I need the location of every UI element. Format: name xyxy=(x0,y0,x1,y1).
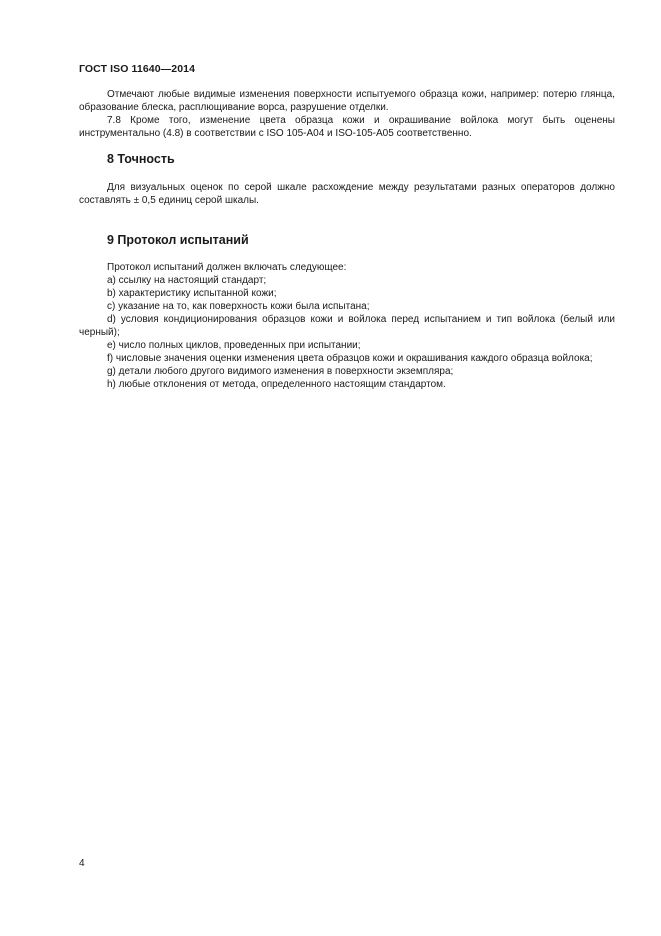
list-item: d) условия кондиционирования образцов кожи и войлока перед испытанием и тип войлока (белый или черный); xyxy=(79,314,615,338)
list-item: c) указание на то, как поверхность кожи была испытана; xyxy=(107,301,370,312)
section-8-body xyxy=(79,181,615,207)
section-8-heading: 8 Точность xyxy=(107,152,175,166)
list-item: g) детали любого другого видимого изменения в поверхности экземпляра; xyxy=(107,366,454,377)
protocol-items-list xyxy=(79,274,615,391)
list-item: a) ссылку на настоящий стандарт; xyxy=(107,275,267,286)
section-9-body xyxy=(79,261,615,391)
list-item: e) число полных циклов, проведенных при испытании; xyxy=(107,340,361,351)
protocol-lead: Протокол испытаний должен включать следующее: xyxy=(107,262,347,273)
standard-designation: ГОСТ ISO 11640—2014 xyxy=(79,63,196,75)
intro-block xyxy=(79,88,615,140)
list-item: f) числовые значения оценки изменения цвета образцов кожи и окрашивания каждого образца войлока; xyxy=(107,353,593,364)
list-item: h) любые отклонения от метода, определенного настоящим стандартом. xyxy=(107,379,446,390)
section-9-heading: 9 Протокол испытаний xyxy=(107,233,249,247)
paragraph-surface-changes: Отмечают любые видимые изменения поверхности испытуемого образца кожи, например: потерю глянца, образование блеска, расплющивание ворса, разрушение отделки. xyxy=(79,89,615,113)
page-number: 4 xyxy=(79,858,85,869)
list-item: b) характеристику испытанной кожи; xyxy=(107,288,277,299)
paragraph-precision: Для визуальных оценок по серой шкале расхождение между результатами разных операторов должно составлять ± 0,5 единиц серой шкалы. xyxy=(79,182,615,206)
paragraph-7-8: 7.8 Кроме того, изменение цвета образца кожи и окрашивание войлока могут быть оценены инструментально (4.8) в соответствии с ISO 105-A04 и ISO-105-A05 соответственно. xyxy=(79,115,615,139)
